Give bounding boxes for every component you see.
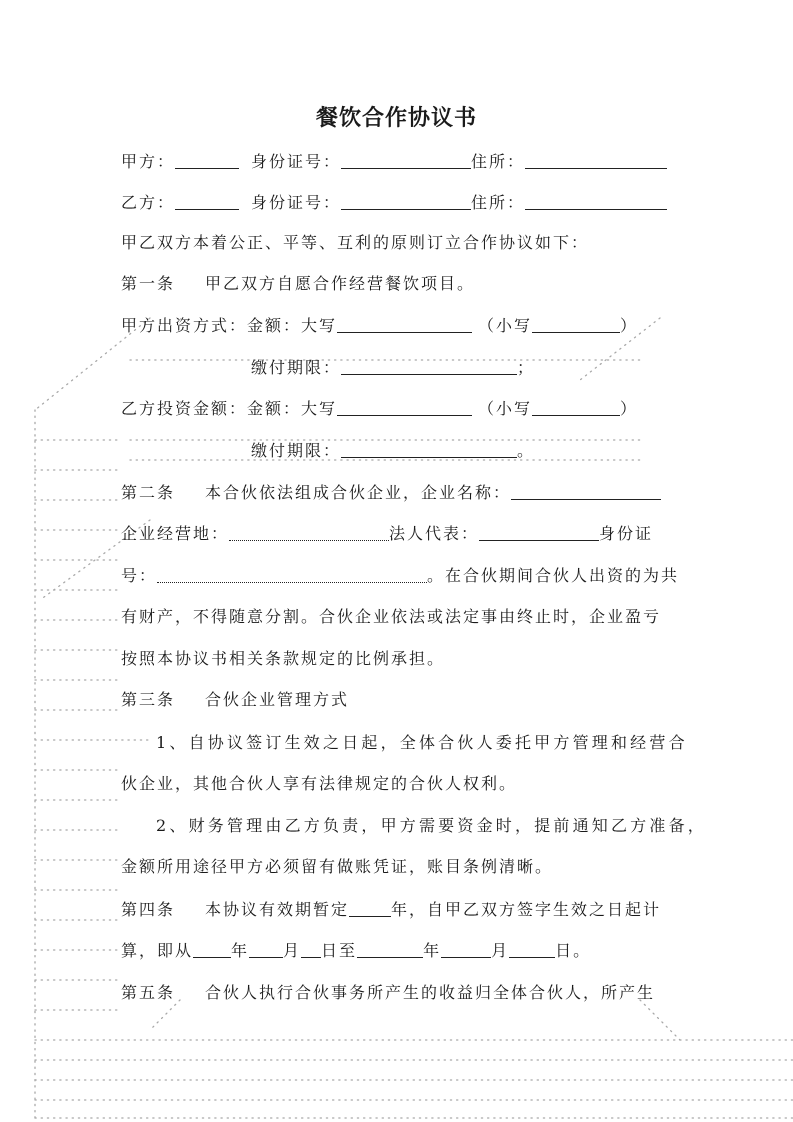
party-a-deadline-end: ； bbox=[517, 358, 536, 377]
party-b-deadline-blank bbox=[341, 439, 517, 458]
document-title: 餐饮合作协议书 bbox=[315, 105, 477, 131]
party-b-address-blank bbox=[525, 191, 667, 210]
party-b-deadline-end: 。 bbox=[517, 441, 536, 460]
party-b-line bbox=[121, 191, 667, 214]
company-name-blank bbox=[511, 481, 661, 500]
article-1-text: 甲乙双方自愿合作经营餐饮项目。 bbox=[205, 274, 476, 293]
article-5-text: 合伙人执行合伙事务所产生的收益归全体合伙人，所产生 bbox=[205, 983, 656, 1002]
intro-line: 甲乙双方本着公正、平等、互利的原则订立合作协议如下： bbox=[121, 233, 590, 252]
article-3-para-1-line-1: 1、自协议签订生效之日起，全体合伙人委托甲方管理和经营合 bbox=[156, 733, 688, 752]
start-month-blank bbox=[249, 939, 283, 958]
article-4-text-3: 算，即从 bbox=[121, 941, 194, 960]
party-a-id-label: 身份证号： bbox=[251, 152, 342, 171]
start-day-blank bbox=[301, 939, 321, 958]
party-b-investment-line bbox=[121, 397, 638, 420]
legal-rep-id-blank bbox=[157, 564, 427, 583]
party-b-id-label: 身份证号： bbox=[251, 193, 342, 212]
party-b-deadline-label: 缴付期限： bbox=[251, 441, 342, 460]
party-a-address-blank bbox=[525, 150, 667, 169]
article-2-text-3: 。在合伙期间合伙人出资的为共 bbox=[427, 566, 680, 585]
party-b-label: 乙方： bbox=[121, 193, 176, 212]
end-year-blank bbox=[357, 939, 423, 958]
article-3-heading: 第三条 bbox=[121, 690, 176, 709]
article-2-line-3 bbox=[121, 564, 679, 587]
article-4-text-2: 年，自甲乙双方签字生效之日起计 bbox=[391, 900, 662, 919]
party-a-investment-label: 甲方出资方式：金额：大写 bbox=[121, 316, 338, 335]
article-2-text-1: 本合伙依法组成合伙企业，企业名称： bbox=[205, 483, 512, 502]
party-a-investment-line bbox=[121, 314, 638, 337]
business-location-label: 企业经营地： bbox=[121, 524, 230, 543]
party-a-line bbox=[121, 150, 667, 173]
party-a-amount-words-blank bbox=[337, 314, 472, 333]
article-1-heading: 第一条 bbox=[121, 274, 176, 293]
article-4-heading: 第四条 bbox=[121, 900, 176, 919]
start-year-blank bbox=[193, 939, 231, 958]
party-b-small-close: ） bbox=[620, 399, 639, 418]
party-a-id-blank bbox=[341, 150, 471, 169]
article-4-text-1: 本协议有效期暂定 bbox=[205, 900, 350, 919]
party-b-amount-words-blank bbox=[337, 397, 472, 416]
business-location-blank bbox=[229, 522, 389, 541]
article-5-heading: 第五条 bbox=[121, 983, 176, 1002]
party-a-address-label: 住所： bbox=[471, 152, 526, 171]
party-a-name-blank bbox=[175, 150, 239, 169]
article-5-line bbox=[121, 982, 655, 1004]
end-year-label: 年 bbox=[423, 941, 442, 960]
article-3-para-2-line-1: 2、财务管理由乙方负责，甲方需要资金时，提前通知乙方准备， bbox=[156, 816, 707, 835]
legal-rep-id-label-cont: 号： bbox=[121, 566, 158, 585]
party-a-amount-digits-blank bbox=[532, 314, 620, 333]
start-year-label: 年 bbox=[231, 941, 250, 960]
party-b-id-blank bbox=[341, 191, 471, 210]
term-years-blank bbox=[349, 898, 391, 917]
party-b-deadline-line bbox=[251, 439, 535, 462]
party-b-investment-label: 乙方投资金额：金额：大写 bbox=[121, 399, 338, 418]
article-2-line-2 bbox=[121, 522, 653, 545]
party-a-deadline-blank bbox=[341, 356, 517, 375]
end-day-label: 日。 bbox=[555, 941, 592, 960]
legal-rep-blank bbox=[479, 522, 599, 541]
article-3-line bbox=[121, 689, 349, 711]
party-a-small-close: ） bbox=[620, 316, 639, 335]
legal-rep-id-label: 身份证 bbox=[599, 524, 654, 543]
article-4-line-1 bbox=[121, 898, 661, 921]
party-a-deadline-label: 缴付期限： bbox=[251, 358, 342, 377]
end-day-blank bbox=[509, 939, 555, 958]
party-b-amount-digits-blank bbox=[532, 397, 620, 416]
article-1-line bbox=[121, 273, 475, 295]
start-month-label: 月 bbox=[283, 941, 302, 960]
end-month-blank bbox=[441, 939, 491, 958]
article-2-line-1 bbox=[121, 481, 661, 504]
party-a-small-label: （小写 bbox=[478, 316, 533, 335]
party-a-label: 甲方： bbox=[121, 152, 176, 171]
article-3-para-1-line-2: 伙企业，其他合伙人享有法律规定的合伙人权利。 bbox=[121, 774, 518, 793]
article-2-line-4: 有财产，不得随意分割。合伙企业依法或法定事由终止时，企业盈亏 bbox=[121, 607, 662, 626]
article-2-heading: 第二条 bbox=[121, 483, 176, 502]
article-3-para-2-line-2: 金额所用途径甲方必须留有做账凭证，账目条例清晰。 bbox=[121, 857, 554, 876]
legal-rep-label: 法人代表： bbox=[389, 524, 480, 543]
article-2-line-5: 按照本协议书相关条款规定的比例承担。 bbox=[121, 649, 446, 668]
party-a-deadline-line bbox=[251, 356, 535, 379]
end-month-label: 月 bbox=[491, 941, 510, 960]
article-3-text: 合伙企业管理方式 bbox=[205, 690, 350, 709]
party-b-name-blank bbox=[175, 191, 239, 210]
article-4-line-2 bbox=[121, 939, 591, 962]
start-day-label: 日至 bbox=[321, 941, 358, 960]
party-b-small-label: （小写 bbox=[478, 399, 533, 418]
party-b-address-label: 住所： bbox=[471, 193, 526, 212]
